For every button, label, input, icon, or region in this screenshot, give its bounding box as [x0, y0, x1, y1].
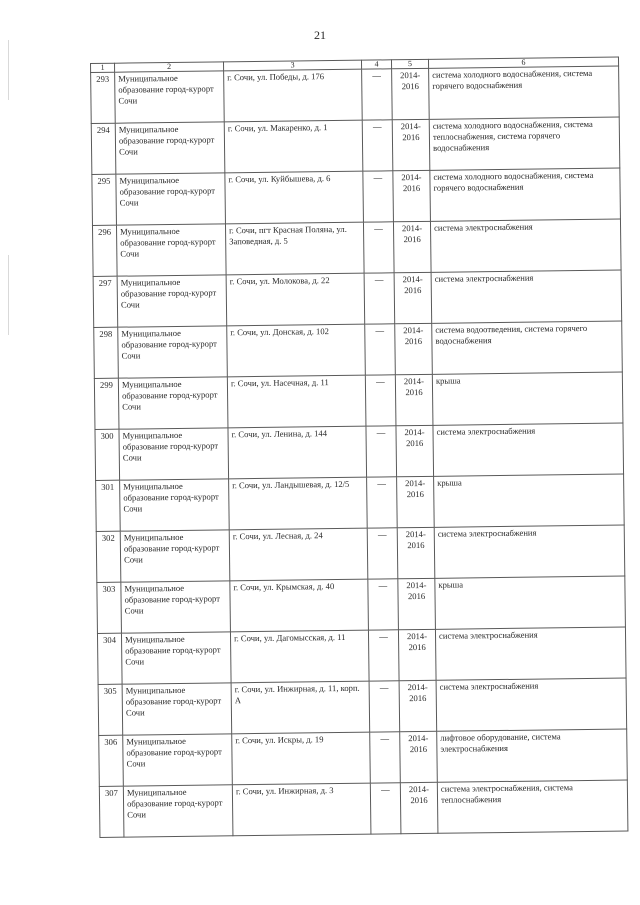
column-4-cell: —: [364, 273, 395, 324]
works-cell: система электроснабжения: [431, 270, 622, 323]
table-row: [98, 678, 627, 735]
row-number-cell: 297: [93, 276, 118, 327]
address-cell: г. Сочи, ул. Искры, д. 19: [232, 732, 371, 785]
owner-cell: Муниципальное образование город-курорт Сочи: [123, 785, 233, 837]
owner-cell: Муниципальное образование город-курорт Сочи: [117, 275, 227, 327]
period-cell: 2014-2016: [392, 68, 430, 119]
period-cell: 2014-2016: [399, 680, 437, 731]
period-cell: 2014-2016: [397, 527, 435, 578]
table-row: [97, 576, 626, 633]
table-row: [92, 219, 621, 276]
period-cell: 2014-2016: [396, 425, 434, 476]
owner-cell: Муниципальное образование город-курорт Сочи: [115, 122, 225, 174]
table-row: [95, 423, 624, 480]
repair-registry-table: [90, 57, 628, 838]
table-row: [99, 729, 628, 786]
address-cell: г. Сочи, ул. Ландышевая, д. 12/5: [229, 477, 368, 530]
row-number-cell: 296: [92, 225, 117, 276]
column-4-cell: —: [367, 477, 398, 528]
period-cell: 2014-2016: [393, 170, 431, 221]
column-4-cell: —: [366, 426, 397, 477]
table-row: [91, 117, 620, 174]
table-row: [94, 372, 623, 429]
address-cell: г. Сочи, ул. Донская, д. 102: [227, 324, 366, 377]
column-number: 1: [91, 63, 115, 72]
row-number-cell: 295: [92, 174, 117, 225]
column-4-cell: —: [362, 69, 393, 120]
works-cell: система водоотведения, система горячего водоснабжения: [432, 321, 623, 374]
works-cell: система холодного водоснабжения, система горячего водоснабжения: [429, 66, 620, 119]
works-cell: система электроснабжения: [434, 525, 625, 578]
works-cell: система электроснабжения: [430, 219, 621, 272]
address-cell: г. Сочи, ул. Дагомысская, д. 11: [230, 630, 369, 683]
column-4-cell: —: [363, 222, 394, 273]
period-cell: 2014-2016: [398, 629, 436, 680]
period-cell: 2014-2016: [393, 221, 431, 272]
works-cell: крыша: [432, 372, 623, 425]
row-number-cell: 299: [94, 378, 119, 429]
row-number-cell: 301: [96, 480, 121, 531]
owner-cell: Муниципальное образование город-курорт Сочи: [116, 224, 226, 276]
period-cell: 2014-2016: [398, 578, 436, 629]
period-cell: 2014-2016: [392, 119, 430, 170]
works-cell: система электроснабжения: [435, 627, 626, 680]
page-number: 21: [314, 28, 326, 42]
works-cell: система электроснабжения: [433, 423, 624, 476]
address-cell: г. Сочи, пгт Красная Поляна, ул. Заповедная, д. 5: [225, 222, 364, 275]
column-4-cell: —: [368, 579, 399, 630]
column-4-cell: —: [367, 528, 398, 579]
owner-cell: Муниципальное образование город-курорт Сочи: [118, 377, 228, 429]
address-cell: г. Сочи, ул. Насечная, д. 11: [227, 375, 366, 428]
works-cell: система электроснабжения: [436, 678, 627, 731]
works-cell: система электроснабжения, система теплоснабжения: [437, 780, 628, 833]
owner-cell: Муниципальное образование город-курорт Сочи: [115, 71, 225, 123]
column-4-cell: —: [370, 783, 401, 834]
table-row: [96, 525, 625, 582]
works-cell: система холодного водоснабжения, система горячего водоснабжения: [430, 168, 621, 221]
works-cell: крыша: [434, 474, 625, 527]
column-4-cell: —: [365, 324, 396, 375]
table-row: [97, 627, 626, 684]
period-cell: 2014-2016: [400, 731, 438, 782]
period-cell: 2014-2016: [394, 272, 432, 323]
address-cell: г. Сочи, ул. Ленина, д. 144: [228, 426, 367, 479]
row-number-cell: 298: [94, 327, 119, 378]
column-4-cell: —: [362, 120, 393, 171]
row-number-cell: 300: [95, 429, 120, 480]
period-cell: 2014-2016: [395, 374, 433, 425]
address-cell: г. Сочи, ул. Молокова, д. 22: [226, 273, 365, 326]
owner-cell: Муниципальное образование город-курорт Сочи: [121, 632, 231, 684]
table-row: [96, 474, 625, 531]
row-number-cell: 293: [91, 72, 116, 123]
owner-cell: Муниципальное образование город-курорт Сочи: [123, 734, 233, 786]
column-4-cell: —: [363, 171, 394, 222]
column-number: 4: [361, 60, 391, 69]
left-margin-mark: [8, 255, 9, 335]
column-number: 5: [391, 59, 428, 68]
owner-cell: Муниципальное образование город-курорт Сочи: [121, 581, 231, 633]
row-number-cell: 302: [96, 531, 121, 582]
column-number: 2: [115, 62, 224, 72]
owner-cell: Муниципальное образование город-курорт Сочи: [120, 479, 230, 531]
table-row: [99, 780, 628, 837]
row-number-cell: 304: [97, 633, 122, 684]
table-row: [93, 270, 622, 327]
row-number-cell: 306: [99, 735, 124, 786]
owner-cell: Муниципальное образование город-курорт Сочи: [120, 530, 230, 582]
row-number-cell: 305: [98, 684, 123, 735]
owner-cell: Муниципальное образование город-курорт Сочи: [119, 428, 229, 480]
table-row: [92, 168, 621, 225]
owner-cell: Муниципальное образование город-курорт Сочи: [118, 326, 228, 378]
period-cell: 2014-2016: [400, 782, 438, 833]
column-number: 6: [428, 57, 618, 68]
table-row: [94, 321, 623, 378]
row-number-cell: 294: [91, 123, 116, 174]
address-cell: г. Сочи, ул. Инжирная, д. 3: [232, 783, 371, 836]
column-number: 3: [223, 60, 361, 71]
address-cell: г. Сочи, ул. Лесная, д. 24: [229, 528, 368, 581]
works-cell: крыша: [435, 576, 626, 629]
period-cell: 2014-2016: [397, 476, 435, 527]
address-cell: г. Сочи, ул. Инжирная, д. 11, корп. А: [231, 681, 370, 734]
owner-cell: Муниципальное образование город-курорт Сочи: [122, 683, 232, 735]
address-cell: г. Сочи, ул. Победы, д. 176: [224, 69, 363, 122]
address-cell: г. Сочи, ул. Крымская, д. 40: [230, 579, 369, 632]
address-cell: г. Сочи, ул. Куйбышева, д. 6: [225, 171, 364, 224]
column-4-cell: —: [368, 630, 399, 681]
table-row: [91, 66, 620, 123]
address-cell: г. Сочи, ул. Макаренко, д. 1: [224, 120, 363, 173]
works-cell: система холодного водоснабжения, система теплоснабжения, система горячего водоснабжения: [429, 117, 620, 170]
column-4-cell: —: [370, 732, 401, 783]
column-4-cell: —: [369, 681, 400, 732]
works-cell: лифтовое оборудование, система электроснабжения: [437, 729, 628, 782]
column-4-cell: —: [365, 375, 396, 426]
owner-cell: Муниципальное образование город-курорт Сочи: [116, 173, 226, 225]
row-number-cell: 303: [97, 582, 122, 633]
table-body: [91, 66, 628, 837]
left-margin-mark: [8, 40, 9, 100]
period-cell: 2014-2016: [395, 323, 433, 374]
row-number-cell: 307: [99, 786, 124, 837]
